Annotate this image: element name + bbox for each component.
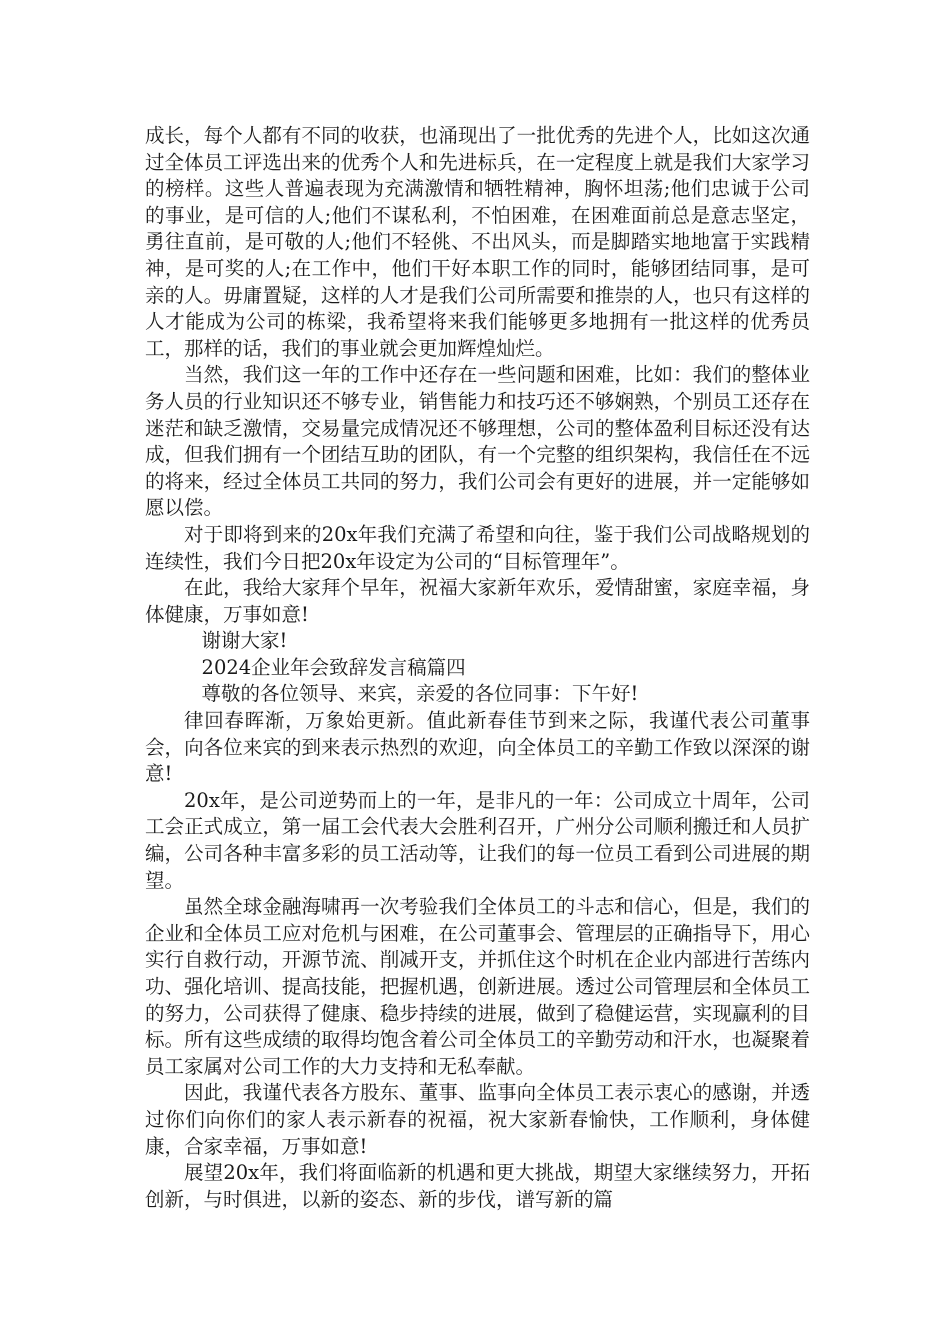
closing-thanks: 谢谢大家!: [201, 629, 288, 653]
paragraph-5: 律回春晖渐，万象始更新。值此新春佳节到来之际，我谨代表公司董事会，向各位来宾的到来表示热烈的欢迎，向全体员工的辛勤工作致以深深的谢意!: [145, 709, 810, 786]
section-title: 2024企业年会致辞发言稿篇四: [201, 655, 466, 679]
paragraph-6: 20x年，是公司逆势而上的一年，是非凡的一年：公司成立十周年，公司工会正式成立，第一届工会代表大会胜利召开，广州分公司顺利搬迁和人员扩编，公司各种丰富多彩的员工活动等，让我们的每一位员工看到公司进展的期望。: [145, 788, 810, 892]
paragraph-4: 在此，我给大家拜个早年，祝福大家新年欢乐，爱情甜蜜，家庭幸福，身体健康，万事如意!: [145, 576, 810, 626]
paragraph-8: 因此，我谨代表各方股东、董事、监事向全体员工表示衷心的感谢，并透过你们向你们的家人表示新春的祝福，祝大家新春愉快，工作顺利，身体健康，合家幸福，万事如意!: [145, 1081, 810, 1158]
document-body: [145, 123, 810, 1213]
paragraph-2: 当然，我们这一年的工作中还存在一些问题和困难，比如：我们的整体业务人员的行业知识还不够专业，销售能力和技巧还不够娴熟，个别员工还存在迷茫和缺乏激情，交易量完成情况还不够理想，公司的整体盈利目标还没有达成，但我们拥有一个团结互助的团队，有一个完整的组织架构，我信任在不远的将来，经过全体员工共同的努力，我们公司会有更好的进展，并一定能够如愿以偿。: [145, 363, 810, 520]
paragraph-3: 对于即将到来的20x年我们充满了希望和向往，鉴于我们公司战略规划的连续性，我们今日把20x年设定为公司的“目标管理年”。: [145, 522, 810, 573]
greeting: 尊敬的各位领导、来宾，亲爱的各位同事：下午好!: [201, 682, 639, 706]
paragraph-7: 虽然全球金融海啸再一次考验我们全体员工的斗志和信心，但是，我们的企业和全体员工应对危机与困难，在公司董事会、管理层的正确指导下，用心实行自救行动，开源节流、削减开支，并抓住这个时机在企业内部进行苦练内功、强化培训、提高技能，把握机遇，创新进展。透过公司管理层和全体员工的努力，公司获得了健康、稳步持续的进展，做到了稳健运营，实现赢利的目标。所有这些成绩的取得均饱含着公司全体员工的辛勤劳动和汗水，也凝聚着员工家属对公司工作的大力支持和无私奉献。: [145, 895, 810, 1078]
paragraph-1: 成长，每个人都有不同的收获，也涌现出了一批优秀的先进个人，比如这次通过全体员工评选出来的优秀个人和先进标兵，在一定程度上就是我们大家学习的榜样。这些人普遍表现为充满激情和牺牲精神，胸怀坦荡;他们忠诚于公司的事业，是可信的人;他们不谋私利，不怕困难，在困难面前总是意志坚定，勇往直前，是可敬的人;他们不轻佻、不出风头，而是脚踏实地地富于实践精神，是可奖的人;在工作中，他们干好本职工作的同时，能够团结同事，是可亲的人。毋庸置疑，这样的人才是我们公司所需要和推崇的人，也只有这样的人才能成为公司的栋梁，我希望将来我们能够更多地拥有一批这样的优秀员工，那样的话，我们的事业就会更加辉煌灿烂。: [145, 124, 810, 360]
paragraph-9: 展望20x年，我们将面临新的机遇和更大挑战，期望大家继续努力，开拓创新，与时俱进，以新的姿态、新的步伐，谱写新的篇: [145, 1161, 810, 1211]
